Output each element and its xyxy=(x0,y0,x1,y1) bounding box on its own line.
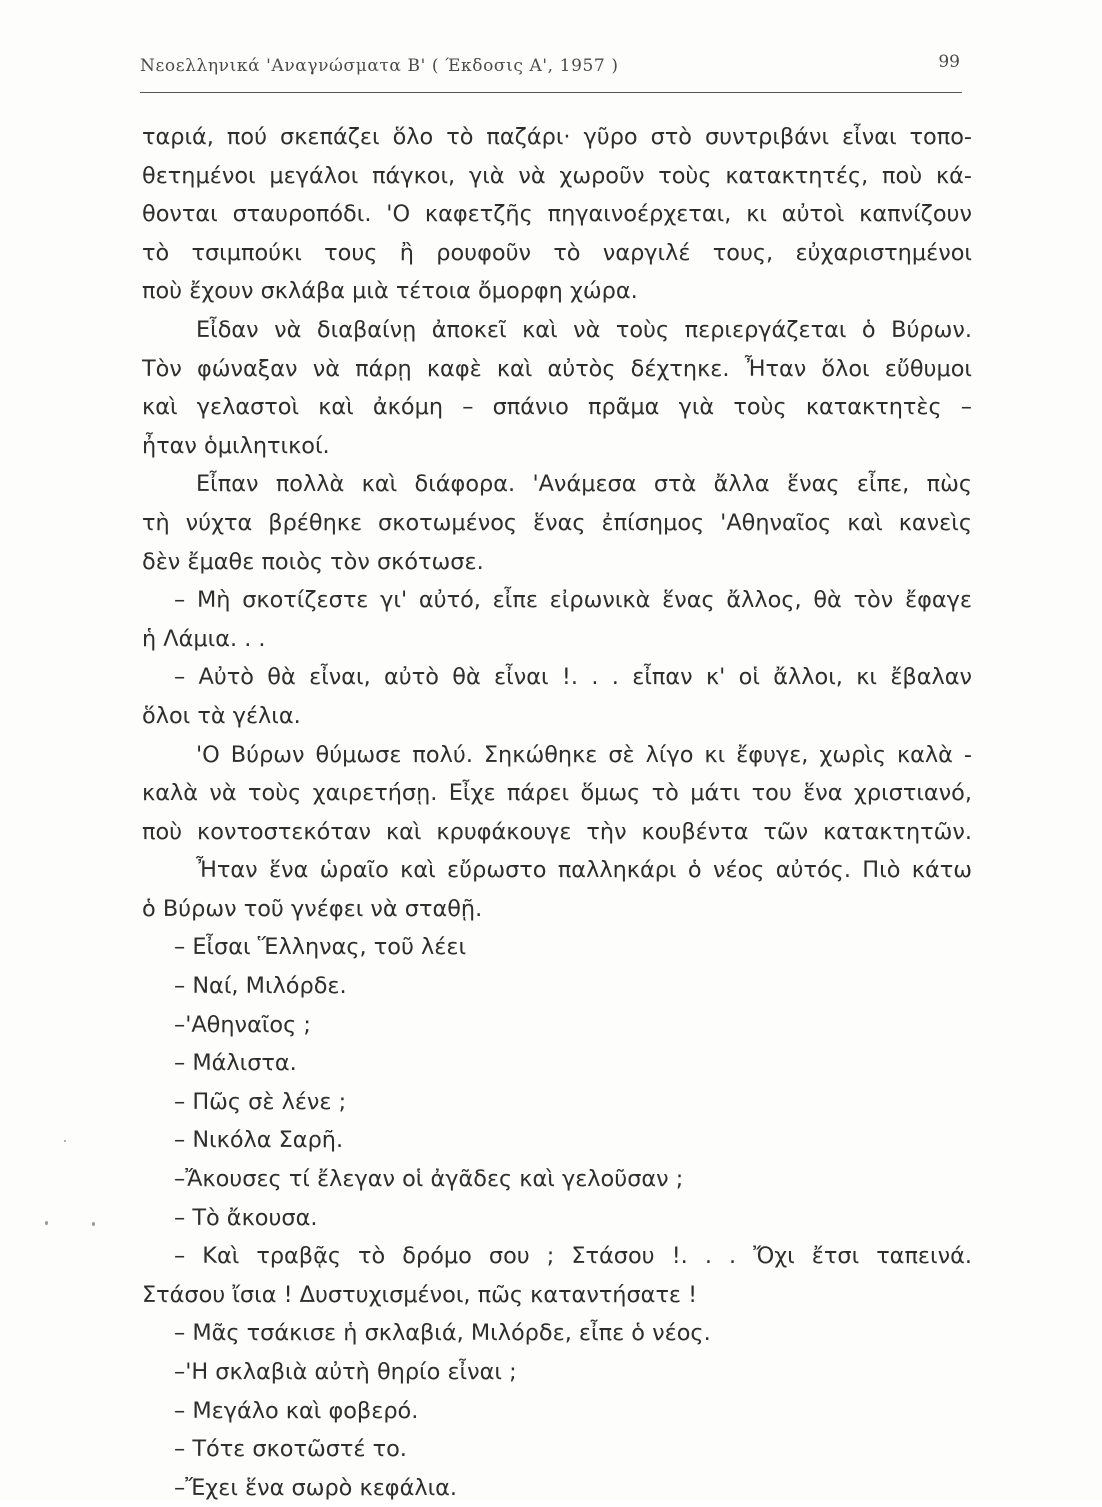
text-line: Τὸν φώναξαν νὰ πάρῃ καφὲ καὶ αὐτὸς δέχτηκε. Ἦταν ὅλοι εὔθυμοι xyxy=(142,355,972,382)
text-line: ταριά, πού σκεπάζει ὅλο τὸ παζάρι· γῦρο στὸ συντριβάνι εἶναι τοπο- xyxy=(142,124,972,150)
text-line: Εἶδαν νὰ διαβαίνῃ ἀποκεῖ καὶ νὰ τοὺς περιεργάζεται ὁ Βύρων. xyxy=(196,316,972,343)
body-text xyxy=(142,118,972,1507)
text-line: ὅλοι τὰ γέλια. xyxy=(142,702,301,729)
text-line: τὸ τσιμπούκι τους ἢ ρουφοῦν τὸ ναργιλέ τους, εὐχαριστημένοι xyxy=(142,239,972,266)
text-line: θονται σταυροπόδι. 'Ο καφετζῆς πηγαινοέρχεται, κι αὐτοὶ καπνίζουν xyxy=(142,201,972,228)
text-line: Ἦταν ἕνα ὡραῖο καὶ εὔρωστο παλληκάρι ὁ νέος αὐτός. Πιὸ κάτω xyxy=(196,857,972,884)
text-line: – Καὶ τραβᾷς τὸ δρόμο σου ; Στάσου !. . . Ὄχι ἔτσι ταπεινά. xyxy=(174,1243,972,1270)
header-rule xyxy=(140,92,962,93)
text-line: θετημένοι μεγάλοι πάγκοι, γιὰ νὰ χωροῦν τοὺς κατακτητές, ποὺ κά- xyxy=(142,162,972,189)
text-line: – Αὐτὸ θὰ εἶναι, αὐτὸ θὰ εἶναι !. . . εἶπαν κ' οἱ ἄλλοι, κι ἔβαλαν xyxy=(174,664,972,691)
text-line: –'Η σκλαβιὰ αὐτὴ θηρίο εἶναι ; xyxy=(174,1359,517,1385)
text-line: – Μάλιστα. xyxy=(174,1050,297,1077)
running-header xyxy=(140,52,962,86)
text-line: – Τότε σκοτῶστέ το. xyxy=(174,1436,407,1463)
text-line: 'Ο Βύρων θύμωσε πολύ. Σηκώθηκε σὲ λίγο κι ἔφυγε, χωρὶς καλὰ - xyxy=(196,741,972,768)
text-line: – Μεγάλο καὶ φοβερό. xyxy=(174,1397,419,1424)
text-line: ποὺ ἔχουν σκλάβα μιὰ τέτοια ὄμορφη χώρα. xyxy=(142,278,638,305)
text-line: – Μᾶς τσάκισε ἡ σκλαβιά, Μιλόρδε, εἶπε ὁ νέος. xyxy=(174,1320,711,1347)
scan-speck xyxy=(45,1221,48,1225)
text-line: καὶ γελαστοὶ καὶ ἀκόμη – σπάνιο πρᾶμα γιὰ τοὺς κατακτητὲς – xyxy=(142,394,972,421)
text-line: ὁ Βύρων τοῦ γνέφει νὰ σταθῇ. xyxy=(142,895,483,922)
text-line: –Ἄκουσες τί ἔλεγαν οἱ ἀγᾶδες καὶ γελοῦσαν ; xyxy=(174,1166,684,1193)
text-line: ποὺ κοντοστεκόταν καὶ κρυφάκουγε τὴν κουβέντα τῶν κατακτητῶν. xyxy=(142,818,972,845)
text-line: ἡ Λάμια. . . xyxy=(142,625,266,652)
text-line: – Ναί, Μιλόρδε. xyxy=(174,973,347,1000)
text-line: – Νικόλα Σαρῆ. xyxy=(174,1127,344,1154)
text-line: Εἶπαν πολλὰ καὶ διάφορα. 'Ανάμεσα στὰ ἄλλα ἕνας εἶπε, πὼς xyxy=(196,471,972,498)
text-line: δὲν ἔμαθε ποιὸς τὸν σκότωσε. xyxy=(142,548,484,575)
book-title: Νεοελληνικά 'Αναγνώσματα Β' ( Έκδοσις Α', 1957 ) xyxy=(140,56,619,76)
text-line: – Μὴ σκοτίζεστε γι' αὐτό, εἶπε εἰρωνικὰ ἕνας ἄλλος, θὰ τὸν ἔφαγε xyxy=(174,587,972,614)
text-line: – Τὸ ἄκουσα. xyxy=(174,1204,318,1231)
scan-speck xyxy=(64,1140,66,1142)
scan-speck xyxy=(92,1222,95,1226)
text-line: ἦταν ὁμιλητικοί. xyxy=(142,432,330,459)
text-line: – Πῶς σὲ λένε ; xyxy=(174,1088,347,1115)
text-line: – Εἶσαι Ἕλληνας, τοῦ λέει xyxy=(174,934,467,961)
text-line: τὴ νύχτα βρέθηκε σκοτωμένος ἕνας ἐπίσημος 'Αθηναῖος καὶ κανεὶς xyxy=(142,509,972,536)
text-line: –Ἔχει ἕνα σωρὸ κεφάλια. xyxy=(174,1474,458,1501)
text-line: Στάσου ἴσια ! Δυστυχισμένοι, πῶς καταντήσατε ! xyxy=(142,1281,698,1308)
page-number: 99 xyxy=(938,52,960,72)
text-line: –'Αθηναῖος ; xyxy=(174,1011,311,1038)
text-line: καλὰ νὰ τοὺς χαιρετήσῃ. Εἶχε πάρει ὅμως τὸ μάτι του ἕνα χριστιανό, xyxy=(142,780,972,807)
